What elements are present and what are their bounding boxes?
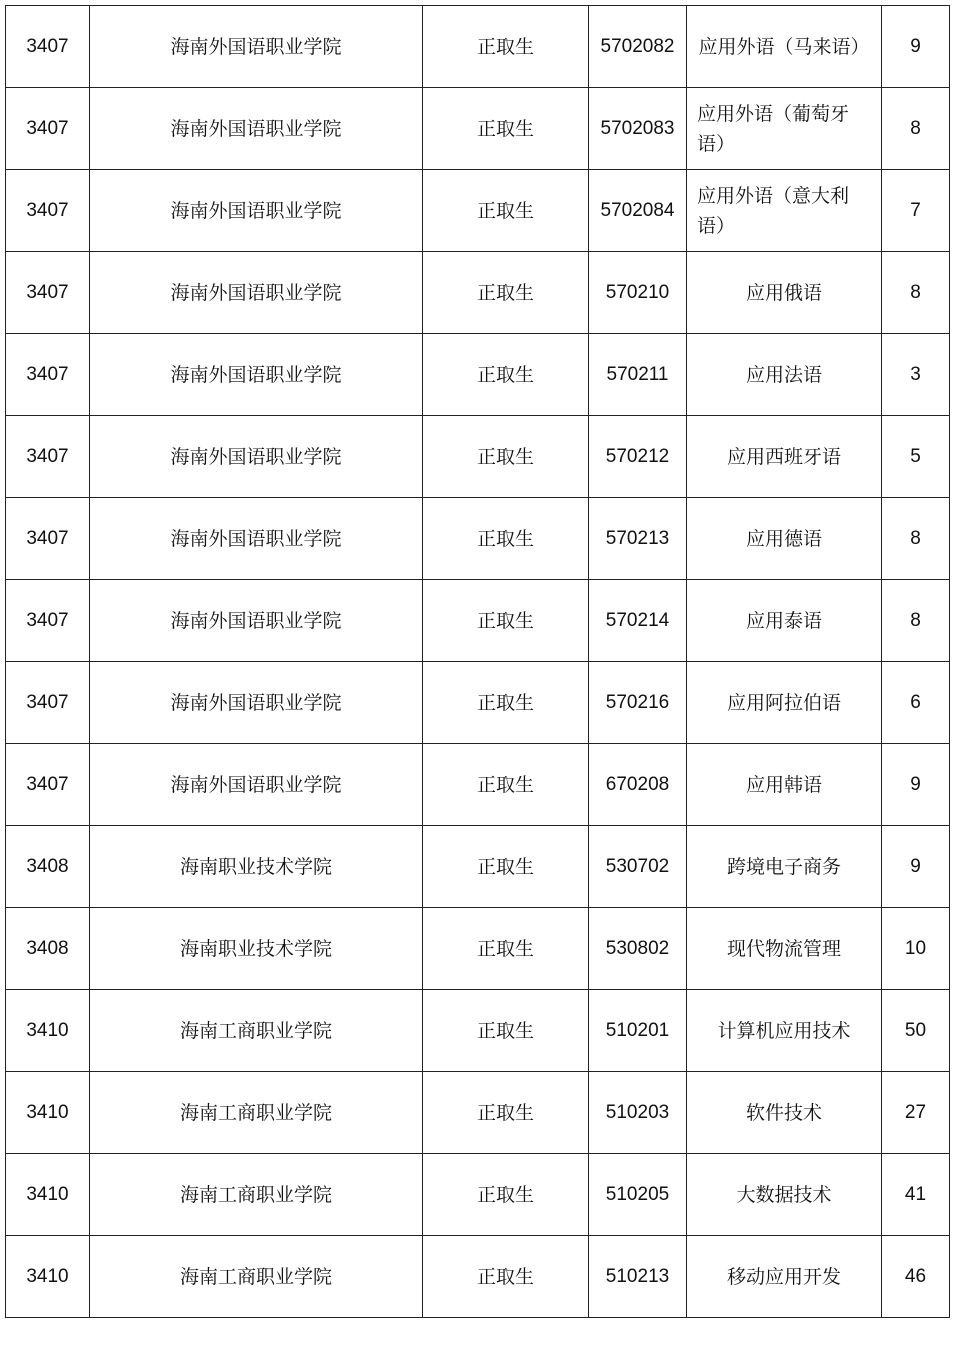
school-code-cell: 3407 <box>6 334 90 416</box>
table-row <box>6 498 950 580</box>
school-code-cell: 3407 <box>6 580 90 662</box>
school-name-cell: 海南职业技术学院 <box>90 826 423 908</box>
plan-count-cell: 46 <box>882 1236 950 1318</box>
major-code-cell: 5702082 <box>589 6 687 88</box>
major-code-cell: 5702083 <box>589 88 687 170</box>
plan-count-cell: 10 <box>882 908 950 990</box>
plan-count-cell: 5 <box>882 416 950 498</box>
major-name-cell: 应用西班牙语 <box>687 416 882 498</box>
plan-count-cell: 8 <box>882 498 950 580</box>
admission-type-cell: 正取生 <box>423 6 589 88</box>
table-row <box>6 908 950 990</box>
school-name-cell: 海南外国语职业学院 <box>90 170 423 252</box>
major-name-cell: 应用外语（葡萄牙语） <box>687 88 882 170</box>
admission-type-cell: 正取生 <box>423 826 589 908</box>
plan-count-cell: 41 <box>882 1154 950 1236</box>
school-name-cell: 海南外国语职业学院 <box>90 744 423 826</box>
plan-count-cell: 7 <box>882 170 950 252</box>
table-row <box>6 1236 950 1318</box>
school-code-cell: 3407 <box>6 252 90 334</box>
admission-type-cell: 正取生 <box>423 252 589 334</box>
admission-type-cell: 正取生 <box>423 580 589 662</box>
major-name-cell: 计算机应用技术 <box>687 990 882 1072</box>
school-code-cell: 3408 <box>6 826 90 908</box>
table-row <box>6 1154 950 1236</box>
major-code-cell: 570214 <box>589 580 687 662</box>
plan-count-cell: 50 <box>882 990 950 1072</box>
major-code-cell: 510205 <box>589 1154 687 1236</box>
school-code-cell: 3407 <box>6 662 90 744</box>
admission-type-cell: 正取生 <box>423 1236 589 1318</box>
school-code-cell: 3410 <box>6 990 90 1072</box>
school-code-cell: 3408 <box>6 908 90 990</box>
school-code-cell: 3407 <box>6 498 90 580</box>
plan-count-cell: 6 <box>882 662 950 744</box>
table-row <box>6 334 950 416</box>
school-code-cell: 3407 <box>6 6 90 88</box>
major-name-cell: 应用德语 <box>687 498 882 580</box>
school-name-cell: 海南外国语职业学院 <box>90 580 423 662</box>
major-code-cell: 570212 <box>589 416 687 498</box>
admission-type-cell: 正取生 <box>423 1072 589 1154</box>
plan-count-cell: 8 <box>882 252 950 334</box>
school-code-cell: 3407 <box>6 88 90 170</box>
plan-count-cell: 27 <box>882 1072 950 1154</box>
school-name-cell: 海南职业技术学院 <box>90 908 423 990</box>
major-code-cell: 530802 <box>589 908 687 990</box>
school-code-cell: 3407 <box>6 170 90 252</box>
plan-count-cell: 9 <box>882 6 950 88</box>
major-code-cell: 5702084 <box>589 170 687 252</box>
major-code-cell: 570216 <box>589 662 687 744</box>
major-name-cell: 应用俄语 <box>687 252 882 334</box>
admission-type-cell: 正取生 <box>423 662 589 744</box>
table-row <box>6 1072 950 1154</box>
admission-type-cell: 正取生 <box>423 416 589 498</box>
major-name-cell: 现代物流管理 <box>687 908 882 990</box>
major-code-cell: 510213 <box>589 1236 687 1318</box>
school-code-cell: 3410 <box>6 1236 90 1318</box>
school-name-cell: 海南工商职业学院 <box>90 1072 423 1154</box>
major-name-cell: 跨境电子商务 <box>687 826 882 908</box>
school-name-cell: 海南外国语职业学院 <box>90 6 423 88</box>
plan-count-cell: 9 <box>882 826 950 908</box>
school-name-cell: 海南外国语职业学院 <box>90 88 423 170</box>
admission-type-cell: 正取生 <box>423 334 589 416</box>
plan-count-cell: 3 <box>882 334 950 416</box>
table-row <box>6 826 950 908</box>
table-body <box>6 6 950 1318</box>
table-row <box>6 990 950 1072</box>
table-row <box>6 252 950 334</box>
table-row <box>6 170 950 252</box>
major-name-cell: 大数据技术 <box>687 1154 882 1236</box>
school-name-cell: 海南工商职业学院 <box>90 990 423 1072</box>
major-name-cell: 应用泰语 <box>687 580 882 662</box>
school-name-cell: 海南外国语职业学院 <box>90 498 423 580</box>
admission-type-cell: 正取生 <box>423 908 589 990</box>
major-code-cell: 670208 <box>589 744 687 826</box>
table-row <box>6 88 950 170</box>
major-code-cell: 530702 <box>589 826 687 908</box>
major-name-cell: 移动应用开发 <box>687 1236 882 1318</box>
admissions-plan-table <box>5 5 950 1318</box>
major-code-cell: 570213 <box>589 498 687 580</box>
admission-type-cell: 正取生 <box>423 88 589 170</box>
school-code-cell: 3407 <box>6 416 90 498</box>
school-name-cell: 海南工商职业学院 <box>90 1154 423 1236</box>
table-row <box>6 662 950 744</box>
major-code-cell: 570211 <box>589 334 687 416</box>
table-row <box>6 416 950 498</box>
school-name-cell: 海南外国语职业学院 <box>90 334 423 416</box>
table-row <box>6 6 950 88</box>
major-name-cell: 应用阿拉伯语 <box>687 662 882 744</box>
admission-type-cell: 正取生 <box>423 170 589 252</box>
major-name-cell: 应用韩语 <box>687 744 882 826</box>
major-code-cell: 510201 <box>589 990 687 1072</box>
major-code-cell: 570210 <box>589 252 687 334</box>
table-row <box>6 744 950 826</box>
admission-type-cell: 正取生 <box>423 990 589 1072</box>
admission-type-cell: 正取生 <box>423 744 589 826</box>
school-name-cell: 海南外国语职业学院 <box>90 662 423 744</box>
admission-type-cell: 正取生 <box>423 1154 589 1236</box>
admission-type-cell: 正取生 <box>423 498 589 580</box>
school-code-cell: 3407 <box>6 744 90 826</box>
school-name-cell: 海南外国语职业学院 <box>90 252 423 334</box>
major-name-cell: 软件技术 <box>687 1072 882 1154</box>
major-name-cell: 应用外语（意大利语） <box>687 170 882 252</box>
major-name-cell: 应用法语 <box>687 334 882 416</box>
plan-count-cell: 9 <box>882 744 950 826</box>
school-code-cell: 3410 <box>6 1154 90 1236</box>
plan-count-cell: 8 <box>882 88 950 170</box>
school-code-cell: 3410 <box>6 1072 90 1154</box>
plan-count-cell: 8 <box>882 580 950 662</box>
school-name-cell: 海南外国语职业学院 <box>90 416 423 498</box>
table-row <box>6 580 950 662</box>
major-code-cell: 510203 <box>589 1072 687 1154</box>
major-name-cell: 应用外语（马来语） <box>687 6 882 88</box>
school-name-cell: 海南工商职业学院 <box>90 1236 423 1318</box>
